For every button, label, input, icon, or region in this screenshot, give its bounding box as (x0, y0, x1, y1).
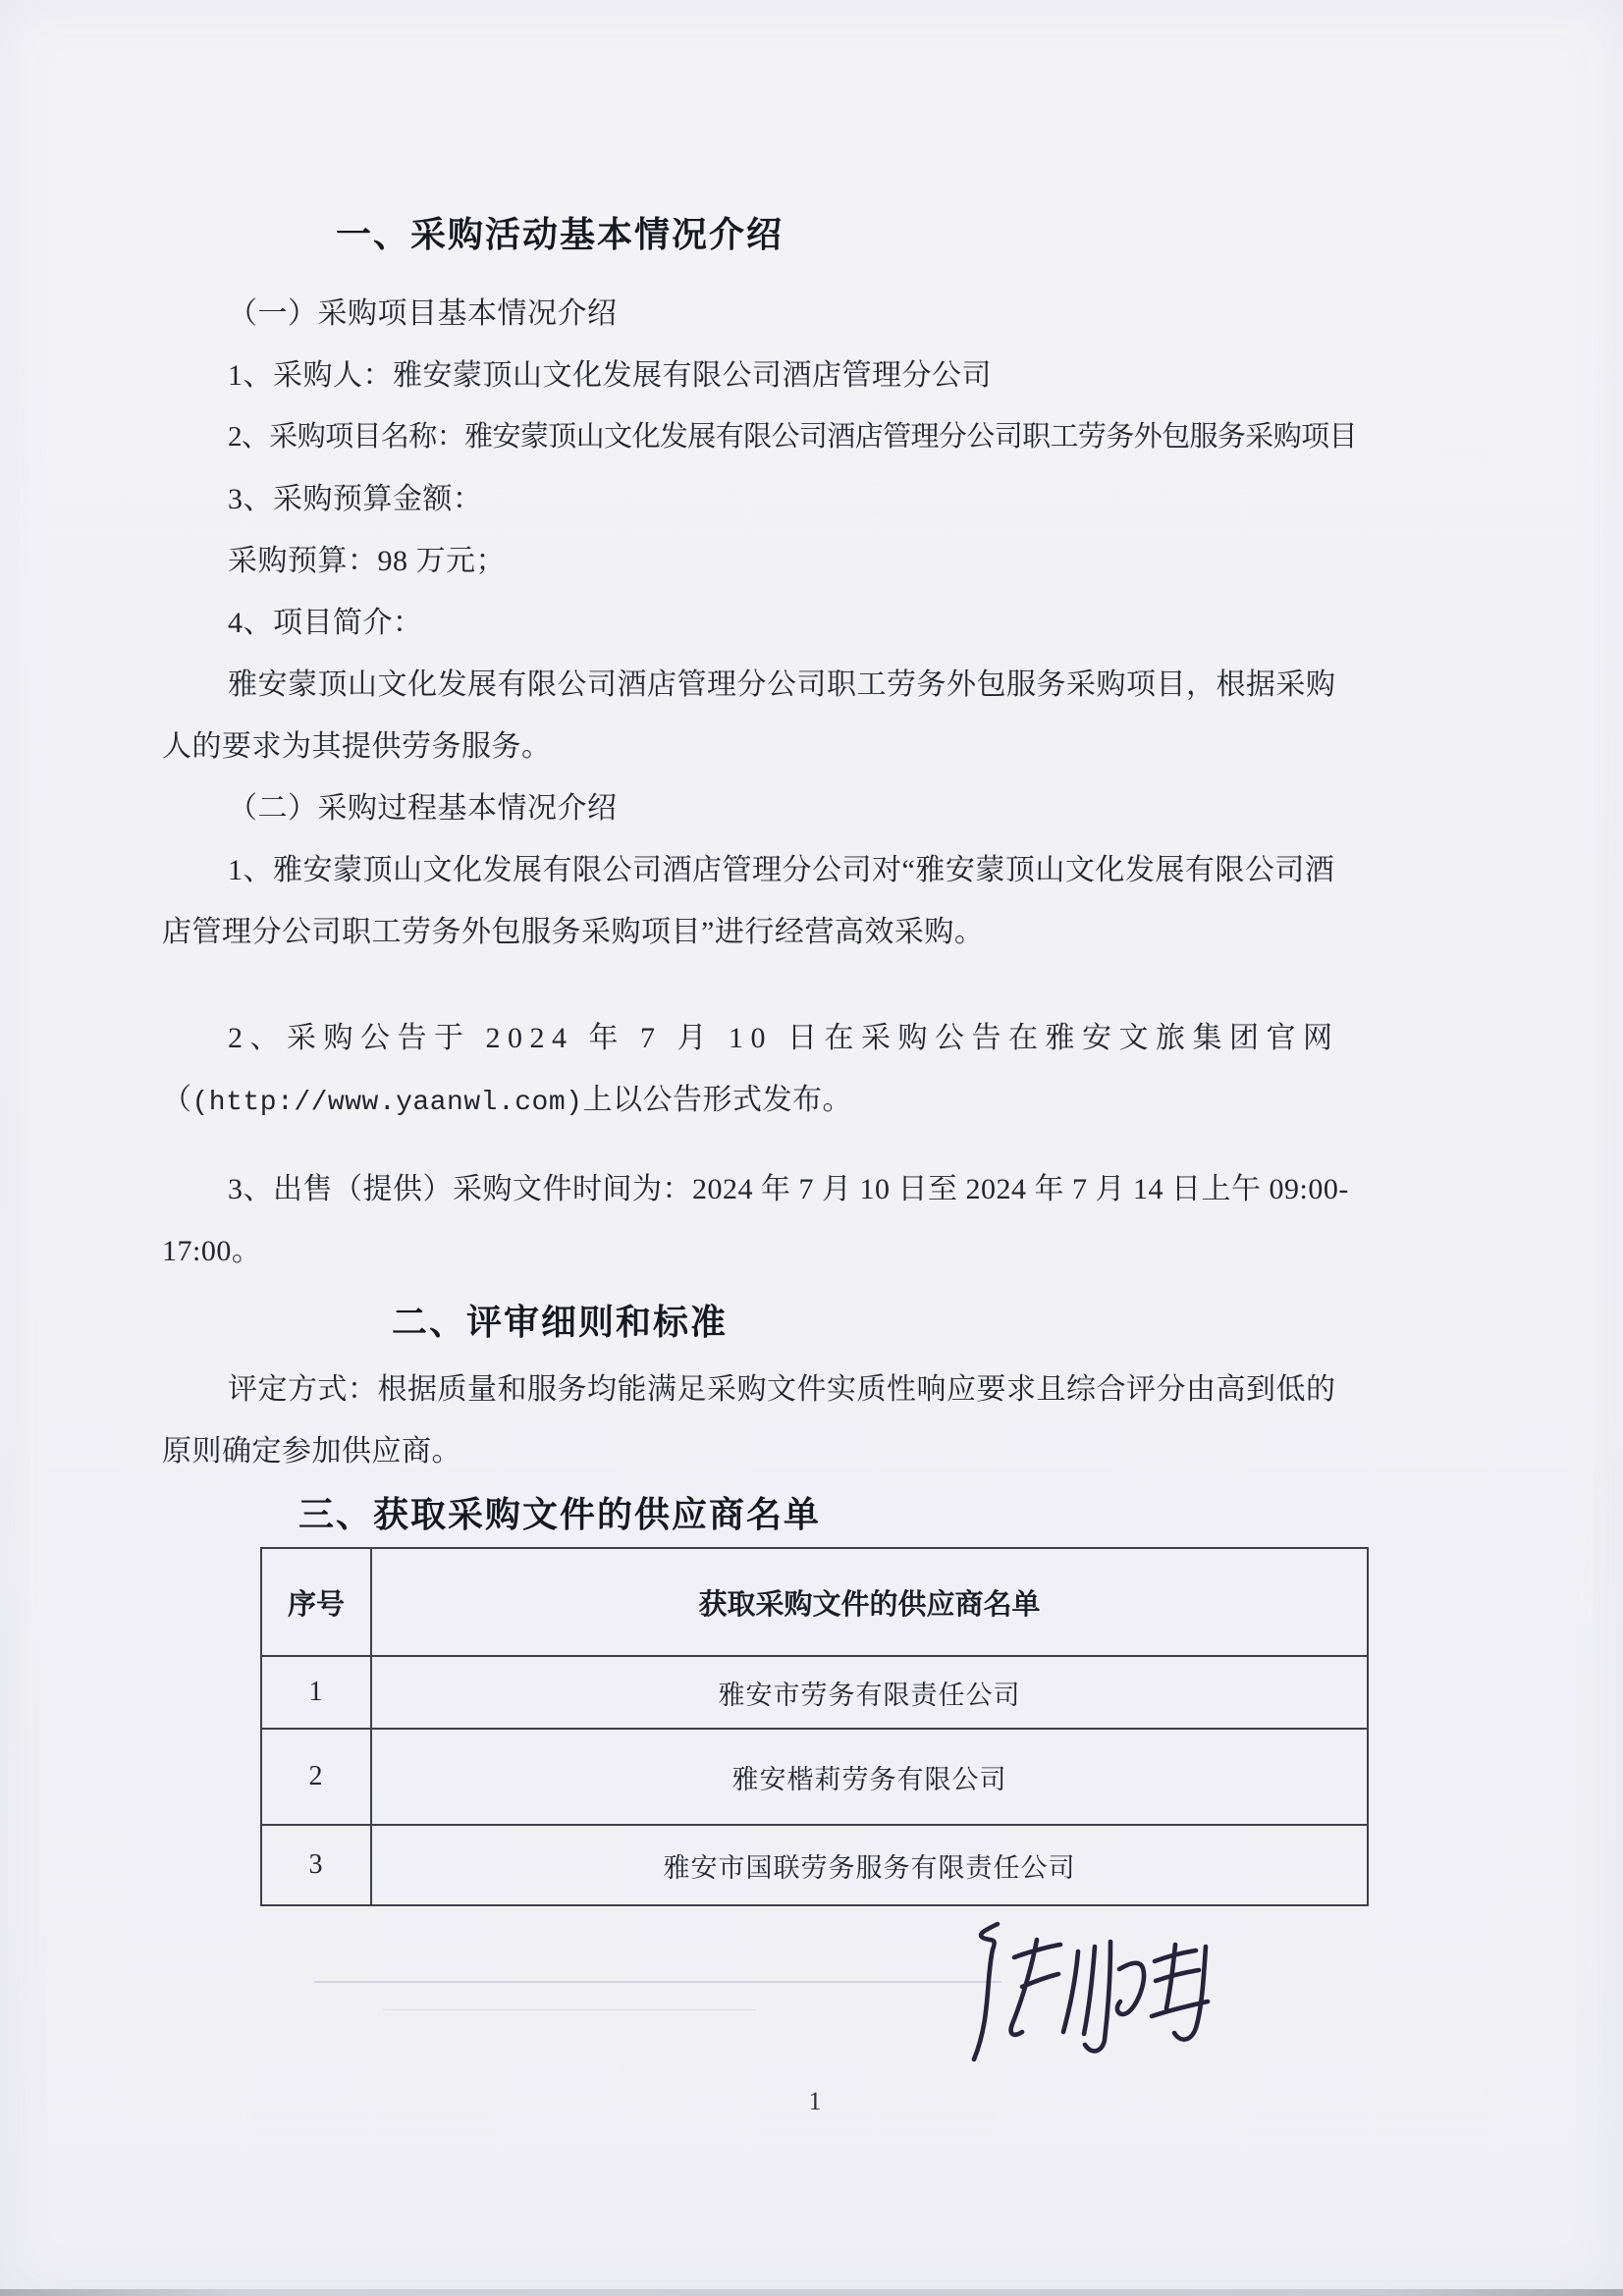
budget-heading-line: 3、采购预算金额： (228, 483, 483, 515)
evaluation-line-2: 原则确定参加供应商。 (162, 1435, 461, 1468)
table-cell-supplier: 雅安市劳务有限责任公司 (718, 1680, 1021, 1710)
project-intro-line-2: 人的要求为其提供劳务服务。 (162, 730, 552, 763)
spacer (162, 1134, 1463, 1158)
page-number: 1 (808, 2087, 822, 2115)
section-2 (162, 1300, 957, 1345)
scan-bottom-edge (0, 2289, 1623, 2296)
process-item-1-line-1: 1、雅安蒙顶山文化发展有限公司酒店管理分公司对“雅安蒙顶山文化发展有限公司酒 (228, 854, 1335, 886)
project-intro-heading-line: 4、项目简介： (228, 607, 423, 639)
table-cell-supplier: 雅安市国联劳务服务有限责任公司 (663, 1852, 1076, 1883)
table-header-serial: 序号 (262, 1549, 372, 1655)
sub-section-1-2-heading: （二）采购过程基本情况介绍 (228, 792, 618, 825)
scan-artifact-line (383, 2009, 756, 2010)
table-header-supplier: 获取采购文件的供应商名单 (698, 1588, 1041, 1621)
section-3-heading: 三、获取采购文件的供应商名单 (298, 1494, 821, 1534)
table-cell-serial: 3 (262, 1826, 372, 1904)
budget-amount-line: 采购预算：98 万元； (228, 545, 506, 577)
evaluation-line-1: 评定方式：根据质量和服务均能满足采购文件实质性响应要求且综合评分由高到低的 (228, 1373, 1336, 1406)
table-cell-serial: 2 (262, 1730, 372, 1824)
section-1 (162, 212, 957, 257)
process-item-3-line-2: 17:00。 (162, 1235, 262, 1267)
table-cell-serial: 1 (262, 1657, 372, 1728)
process-item-2-line-2: （(http://www.yaanwl.com)上以公告形式发布。 (162, 1084, 852, 1118)
process-item-1-line-2: 店管理分公司职工劳务外包服务采购项目”进行经营高效采购。 (162, 916, 985, 948)
section-2-heading: 二、评审细则和标准 (391, 1302, 728, 1342)
supplier-table (260, 1547, 1369, 1906)
project-name-line: 2、采购项目名称：雅安蒙顶山文化发展有限公司酒店管理分公司职工劳务外包服务采购项目 (228, 421, 1357, 453)
process-item-3-line-1: 3、出售（提供）采购文件时间为：2024 年 7 月 10 日至 2024 年 7 月 14 日上午 09:00- (228, 1173, 1349, 1205)
section-3 (162, 1492, 957, 1537)
table-row (262, 1655, 1367, 1728)
faint-signature-line (314, 1981, 1001, 1983)
process-item-2-line-1: 2、采购公告于 2024 年 7 月 10 日在采购公告在雅安文旅集团官网 (228, 1022, 1340, 1054)
purchaser-line: 1、采购人：雅安蒙顶山文化发展有限公司酒店管理分公司 (228, 359, 992, 392)
table-cell-supplier: 雅安楷莉劳务有限公司 (731, 1764, 1007, 1794)
process-item-2-rest: 上以公告形式发布。 (582, 1084, 852, 1116)
table-row (262, 1824, 1367, 1904)
document-body (162, 212, 1463, 1906)
table-row (262, 1728, 1367, 1824)
spacer (162, 963, 1463, 1007)
project-intro-line-1: 雅安蒙顶山文化发展有限公司酒店管理分公司职工劳务外包服务采购项目，根据采购 (228, 668, 1336, 701)
section-1-heading: 一、采购活动基本情况介绍 (335, 214, 784, 254)
announcement-url: (http://www.yaanwl.com) (191, 1088, 583, 1118)
supplier-table-header-row (262, 1549, 1367, 1655)
handwritten-signature (962, 1916, 1227, 2078)
sub-section-1-1-heading: （一）采购项目基本情况介绍 (228, 297, 618, 330)
